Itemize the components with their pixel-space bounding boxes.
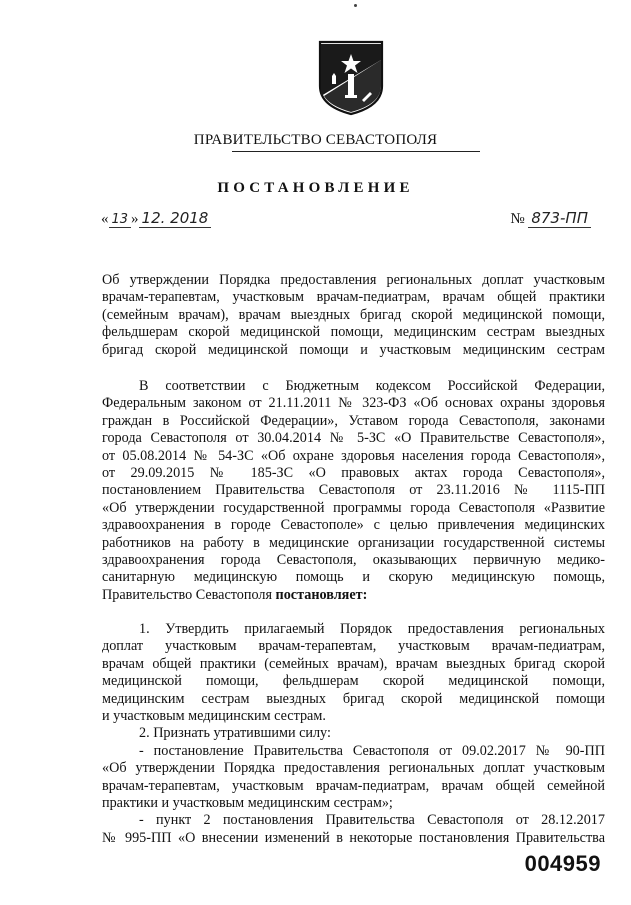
basis-line: здравоохранения в городе Севастополе» с целью привлечения медицинских bbox=[102, 517, 605, 534]
decree-number bbox=[510, 209, 591, 228]
basis-line: города Севастополя от 30.04.2014 № 5-ЗС «О Правительстве Севастополя», bbox=[102, 430, 605, 447]
scan-speck bbox=[354, 4, 357, 7]
number-prefix: № bbox=[510, 211, 525, 227]
basis-line: здравоохранения города Севастополя, оказывающих первичную медико- bbox=[102, 552, 605, 569]
title-line: Об утверждении Порядка предоставления региональных доплат участковым bbox=[102, 272, 605, 288]
header-divider bbox=[232, 151, 480, 152]
title-line: (семейным врачам), врачам выездных бригад скорой медицинской помощи, bbox=[102, 306, 605, 323]
resolves-keyword: постановляет: bbox=[275, 586, 368, 603]
basis-line: «Об утверждении государственной программы города Севастополя «Развитие bbox=[102, 499, 605, 516]
basis-line: В соответствии с Бюджетным кодексом Российской Федерации, bbox=[139, 378, 605, 394]
basis-line: граждан в Российской Федерации», Уставом города Севастополя, законами bbox=[102, 412, 605, 429]
item-line: доплат участковым врачам-терапевтам, участковым врачам-педиатрам, bbox=[102, 638, 605, 655]
item-line: практики и участковым медицинским сестрам»; bbox=[102, 795, 393, 812]
title-line: бригад скорой медицинской помощи и участковым медицинским сестрам bbox=[102, 341, 605, 358]
date-quote-open: « bbox=[101, 211, 109, 227]
item-line: врачам-терапевтам, участковым врачам-педиатрам, врачам общей семейной bbox=[102, 777, 605, 794]
title-line: фельдшерам скорой медицинской помощи, медицинским сестрам выездных bbox=[102, 324, 605, 341]
item-line: медицинской помощи, фельдшерам скорой медицинской помощи, bbox=[102, 673, 605, 690]
basis-line: постановлением Правительства Севастополя от 23.11.2016 № 1115-ПП bbox=[102, 482, 605, 499]
basis-line: от 05.08.2014 № 54-ЗС «Об охране здоровья населения города Севастополя», bbox=[102, 447, 605, 464]
date-month-year: 12. 2018 bbox=[139, 209, 212, 228]
title-line: врачам-терапевтам, участковым врачам-педиатрам, врачам общей практики bbox=[102, 289, 605, 306]
date-day: 13 bbox=[109, 212, 132, 228]
basis-line: Федеральным законом от 21.11.2011 № 323-ФЗ «Об основах охраны здоровья bbox=[102, 395, 605, 412]
government-name: ПРАВИТЕЛЬСТВО СЕВАСТОПОЛЯ bbox=[193, 132, 438, 148]
item-line: - постановление Правительства Севастополя от 09.02.2017 № 90-ПП bbox=[139, 742, 605, 759]
decree-items bbox=[102, 621, 605, 847]
basis-last-plain: Правительство Севастополя bbox=[102, 586, 276, 603]
item-line: врачам общей практики (семейных врачам), врачам выездных бригад скорой bbox=[102, 655, 605, 672]
item-line: 1. Утвердить прилагаемый Порядок предоставления региональных bbox=[139, 621, 605, 637]
item-line: № 995-ПП «О внесении изменений в некоторые постановления Правительства bbox=[102, 829, 605, 846]
decree-title bbox=[102, 272, 605, 359]
item-line: - пункт 2 постановления Правительства Севастополя от 28.12.2017 bbox=[139, 812, 605, 829]
sevastopol-coat-of-arms-icon bbox=[318, 40, 384, 116]
date-quote-close: » bbox=[131, 211, 139, 227]
number-value: 873-ПП bbox=[528, 209, 591, 228]
item-line: и участковым медицинским сестрам. bbox=[102, 708, 326, 725]
basis-line: работников на работу в медицинские организации государственной системы bbox=[102, 534, 605, 551]
item-line: «Об утверждении Порядка предоставления региональных доплат участковым bbox=[102, 760, 605, 777]
basis-line: от 29.09.2015 № 185-ЗС «О правовых актах города Севастополя», bbox=[102, 465, 605, 482]
document-type: ПОСТАНОВЛЕНИЕ bbox=[217, 180, 414, 196]
form-serial-number: 004959 bbox=[524, 851, 601, 876]
item-line: медицинским сестрам выездных бригад скорой медицинской помощи bbox=[102, 690, 605, 707]
basis-line: санитарную медицинскую помощь и скорую медицинскую помощь, bbox=[102, 569, 605, 586]
decree-date bbox=[101, 209, 211, 228]
legal-basis-paragraph bbox=[102, 378, 605, 604]
item-line: 2. Признать утратившими силу: bbox=[139, 725, 331, 742]
basis-last-line bbox=[102, 587, 605, 604]
